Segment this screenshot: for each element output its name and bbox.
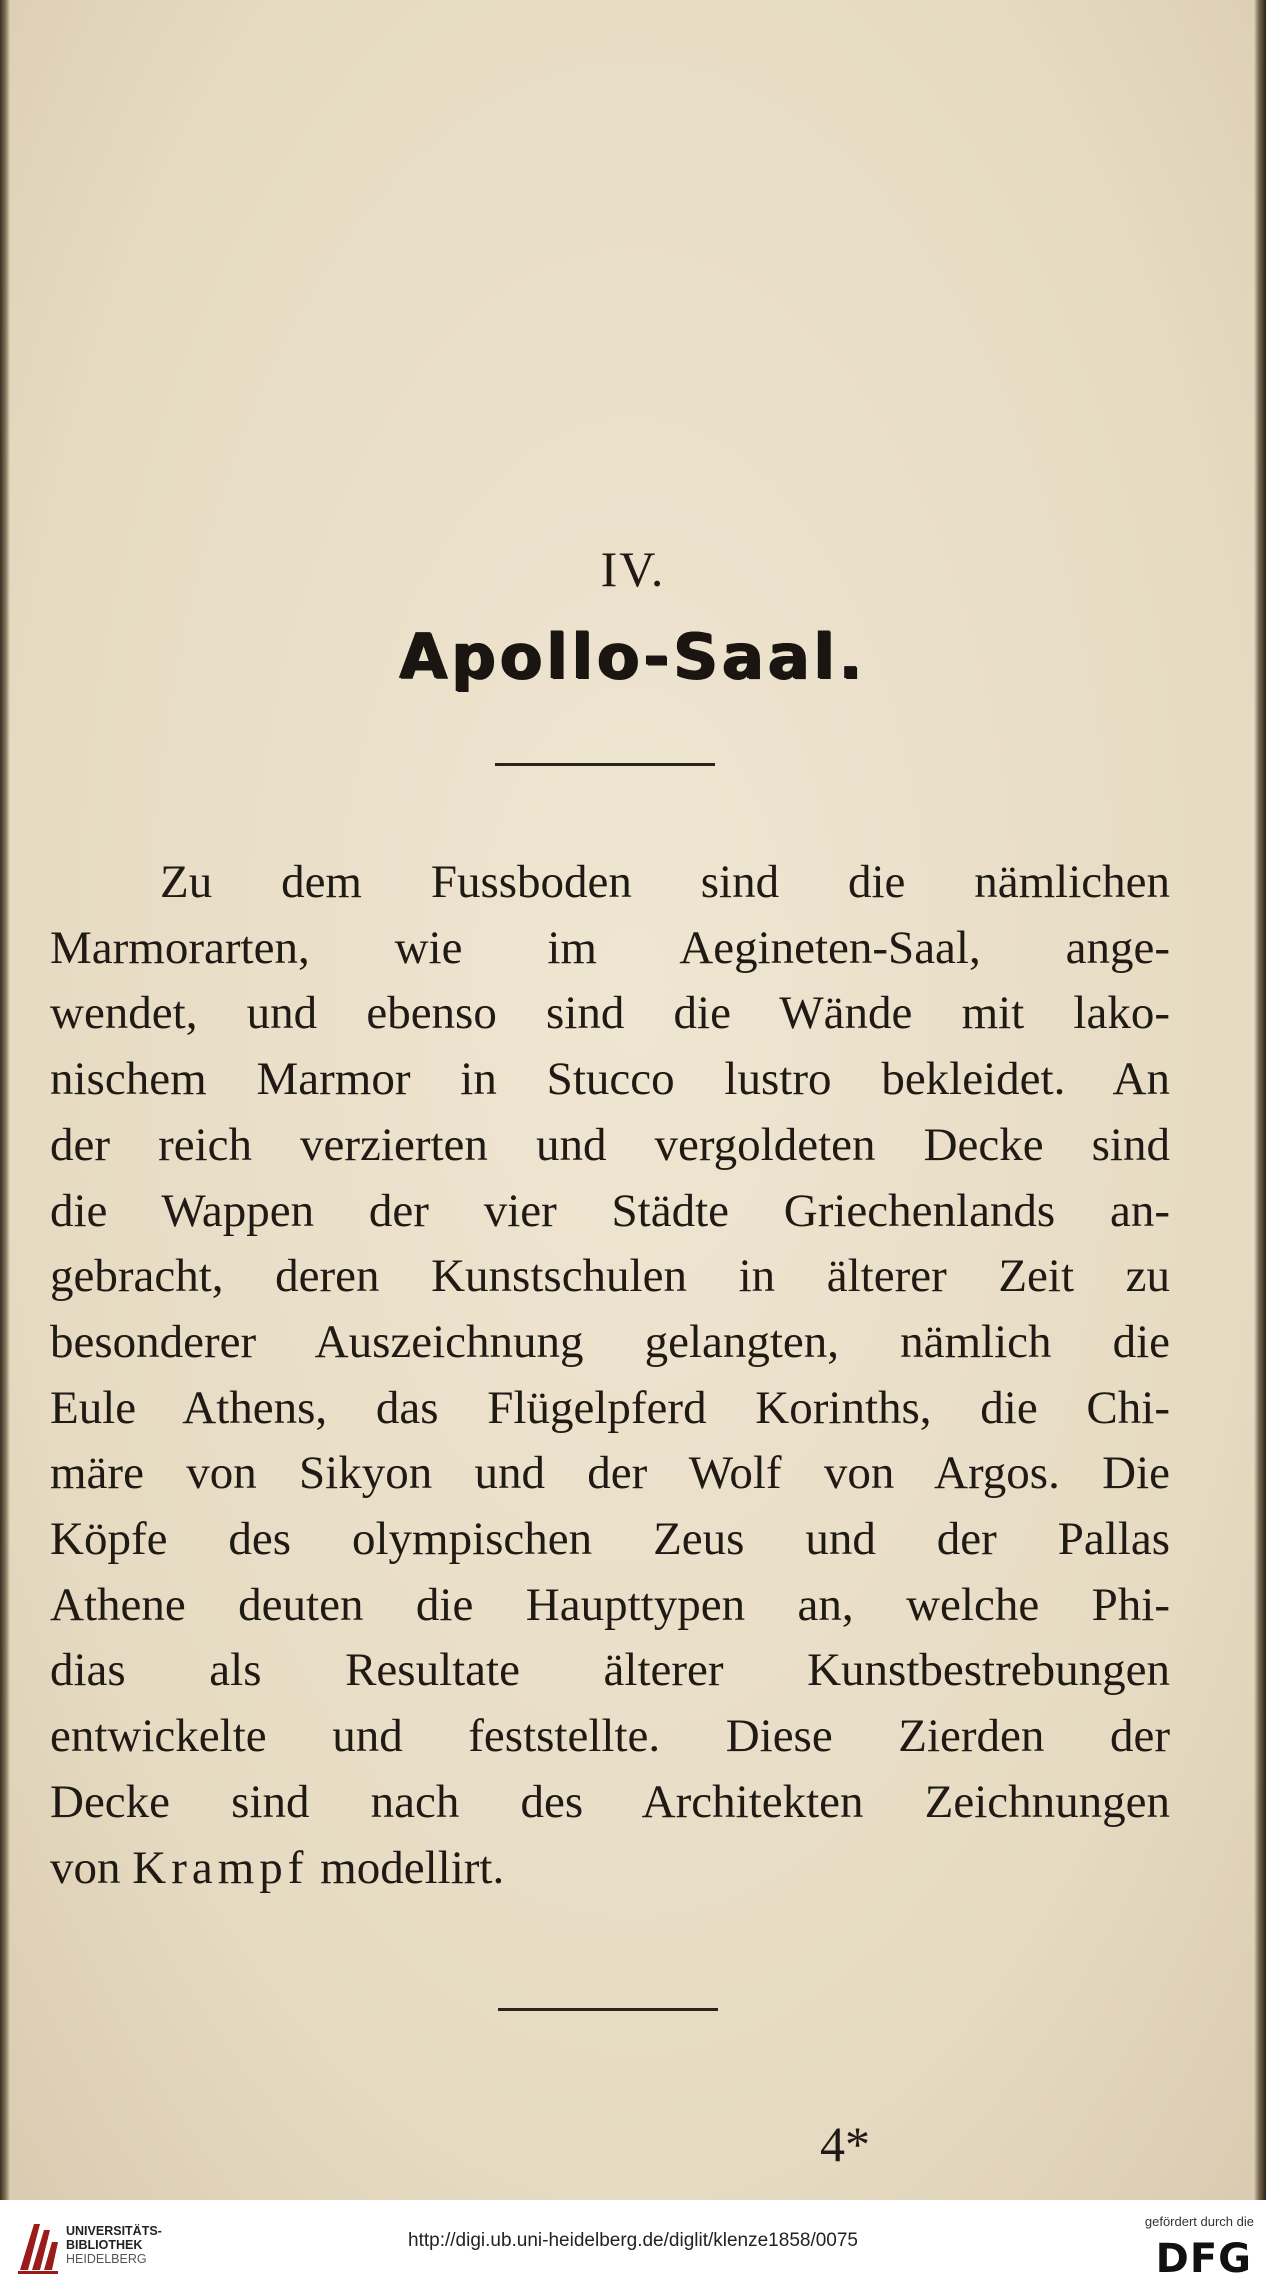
text-fragment: modellirt. <box>308 1841 505 1894</box>
text-line: besonderer Auszeichnung gelangten, nämlich die <box>50 1315 1170 1368</box>
text-line: der reich verzierten und vergoldeten Decke sind <box>50 1118 1170 1171</box>
text-line: Zu dem Fussboden sind die nämlichen <box>160 856 1170 908</box>
chapter-title: Apollo-Saal. <box>399 620 867 693</box>
title-divider <box>495 763 715 766</box>
page-edge-left <box>0 0 10 2200</box>
text-line: Athene deuten die Haupttypen an, welche Phi- <box>50 1578 1170 1631</box>
text-line: nischem Marmor in Stucco lustro bekleidet. An <box>50 1053 1170 1106</box>
page-signature: 4* <box>820 2116 870 2172</box>
text-line: Eule Athens, das Flügelpferd Korinths, die Chi- <box>50 1381 1170 1434</box>
text-line: wendet, und ebenso sind die Wände mit lako- <box>50 987 1170 1040</box>
viewer-footer <box>0 2200 1266 2293</box>
artist-name: Krampf <box>132 1841 309 1894</box>
end-divider <box>498 2008 718 2011</box>
permalink-url[interactable]: http://digi.ub.uni-heidelberg.de/diglit/klenze1858/0075 <box>408 2230 858 2251</box>
text-line: gebracht, deren Kunstschulen in älterer Zeit zu <box>50 1250 1170 1303</box>
dfg-logo: DFG <box>1155 2236 1252 2282</box>
funded-by-label: gefördert durch die <box>1144 2214 1254 2229</box>
body-paragraph <box>50 850 1170 1901</box>
text-fragment: von <box>50 1841 133 1894</box>
text-line-last <box>50 1836 1170 1902</box>
text-line: märe von Sikyon und der Wolf von Argos. Die <box>50 1447 1170 1500</box>
library-name-line: HEIDELBERG <box>66 2252 147 2266</box>
text-line: Marmorarten, wie im Aegineten-Saal, ange- <box>50 921 1170 974</box>
text-line: Decke sind nach des Architekten Zeichnungen <box>50 1775 1170 1828</box>
library-name-line: BIBLIOTHEK <box>66 2238 143 2252</box>
text-line: Köpfe des olympischen Zeus und der Pallas <box>50 1513 1170 1566</box>
library-name-line: UNIVERSITÄTS- <box>66 2224 162 2238</box>
chapter-number: IV. <box>600 541 666 597</box>
text-line: entwickelte und feststellte. Diese Zierden der <box>50 1710 1170 1763</box>
text-line: dias als Resultate älterer Kunstbestrebungen <box>50 1644 1170 1697</box>
text-line: die Wappen der vier Städte Griechenlands an- <box>50 1184 1170 1237</box>
page-edge-right <box>1254 0 1266 2200</box>
